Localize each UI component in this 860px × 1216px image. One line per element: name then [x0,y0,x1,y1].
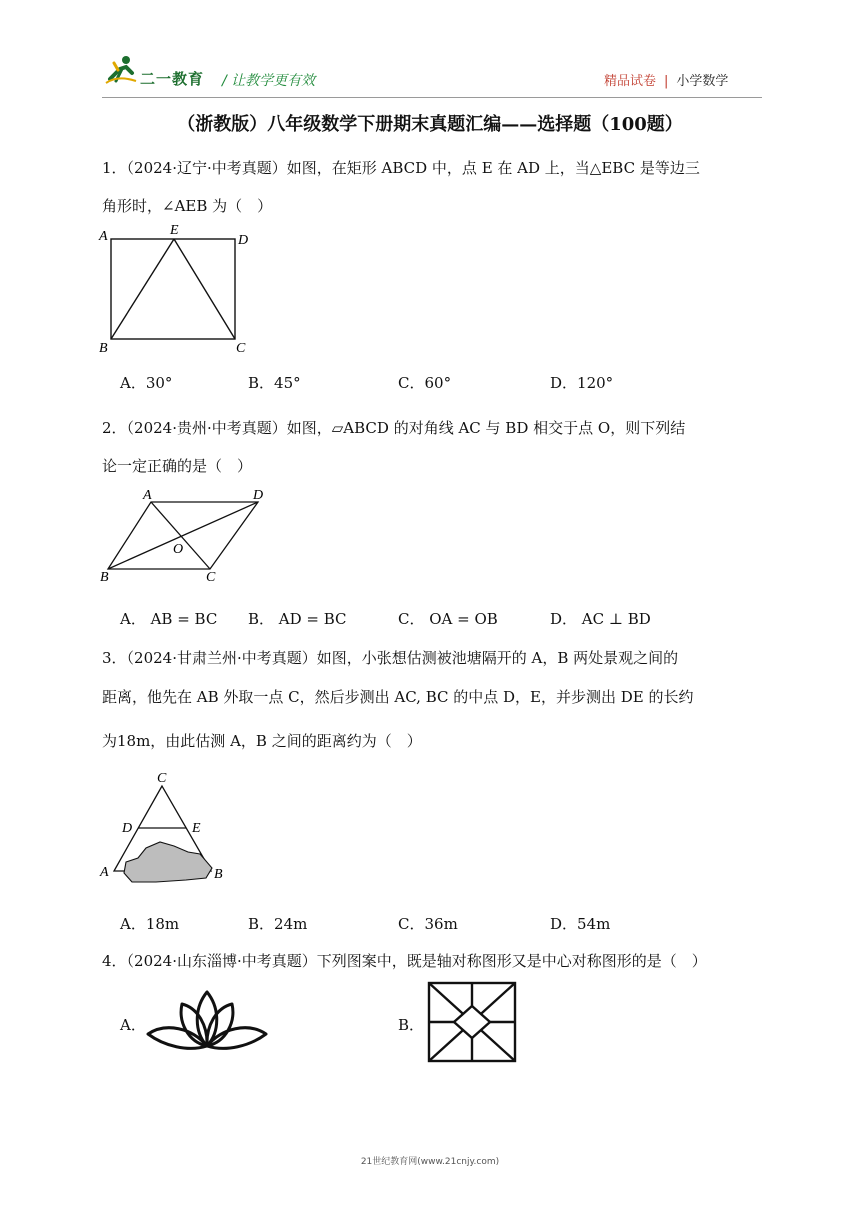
question-3-line-1: 3．（2024·甘肃兰州·中考真题）如图，小张想估测被池塘隔开的 A，B 两处景观之间的 [102,649,679,667]
header-rule [102,97,762,98]
fig2-label-a: A [143,488,152,503]
page-footer: 21世纪教育网(www.21cnjy.com) [360,1157,500,1167]
fig2-label-d: D [253,488,264,503]
fig3-label-e: E [192,821,201,836]
fig1-label-a: A [99,229,108,244]
question-2-option-a[interactable]: A． AB = BC [120,610,218,628]
question-3-figure [96,770,236,890]
question-4-option-a-lotus-figure[interactable] [144,986,270,1058]
fig1-label-c: C [236,341,246,356]
question-3-line-3: 为18m，由此估测 A，B 之间的距离约为（ ） [102,732,422,750]
question-1-option-c[interactable]: C．60° [398,374,452,392]
question-1-option-d[interactable]: D．120° [550,374,614,392]
header-separator: | [664,74,669,89]
question-3-line-2: 距离，他先在 AB 外取一点 C，然后步测出 AC, BC 的中点 D，E，并步测出 DE 的长约 [102,688,694,706]
question-2-figure [96,486,276,586]
question-4-option-a[interactable]: A． [120,1016,146,1034]
subject-label: 小学数学 [676,74,729,89]
question-1-figure [96,220,256,360]
header [0,0,860,100]
fig3-label-c: C [157,771,167,786]
fig1-label-d: D [238,233,249,248]
category-label: 精品试卷 [604,74,657,89]
logo-runner-icon [104,55,138,85]
question-1-line-2: 角形时，∠AEB 为（ ） [102,197,273,215]
question-4-line-1: 4．（2024·山东淄博·中考真题）下列图案中，既是轴对称图形又是中心对称图形的是（ ） [102,952,707,970]
question-4-option-b[interactable]: B． [398,1016,425,1034]
question-2-option-c[interactable]: C． OA = OB [398,610,498,628]
slogan: / 让教学更有效 [222,73,316,89]
header-right [604,70,728,89]
fig2-label-o: O [173,542,184,557]
fig1-label-e: E [170,223,179,238]
question-2-option-d[interactable]: D． AC ⊥ BD [550,610,651,628]
question-1-line-1: 1．（2024·辽宁·中考真题）如图，在矩形 ABCD 中，点 E 在 AD 上，当△EBC 是等边三 [102,159,700,177]
fig3-label-b: B [214,867,223,882]
logo-text: 二一教育 [140,70,205,88]
question-1-option-a[interactable]: A．30° [120,374,173,392]
fig3-label-d: D [122,821,133,836]
question-1-option-b[interactable]: B．45° [248,374,301,392]
fig1-label-b: B [99,341,108,356]
question-4-option-b-square-figure[interactable] [426,980,518,1064]
question-3-option-c[interactable]: C．36m [398,915,458,933]
question-2-line-1: 2．（2024·贵州·中考真题）如图，▱ABCD 的对角线 AC 与 BD 相交于点 O，则下列结 [102,419,686,437]
question-3-option-a[interactable]: A．18m [120,915,180,933]
question-3-option-b[interactable]: B．24m [248,915,308,933]
page-title: （浙教版）八年级数学下册期末真题汇编——选择题（100题） [177,114,683,135]
question-2-option-b[interactable]: B． AD = BC [248,610,347,628]
question-3-option-d[interactable]: D．54m [550,915,611,933]
question-2-line-2: 论一定正确的是（ ） [102,457,253,475]
fig2-label-b: B [100,570,109,585]
fig2-label-c: C [206,570,216,585]
fig3-label-a: A [100,865,109,880]
